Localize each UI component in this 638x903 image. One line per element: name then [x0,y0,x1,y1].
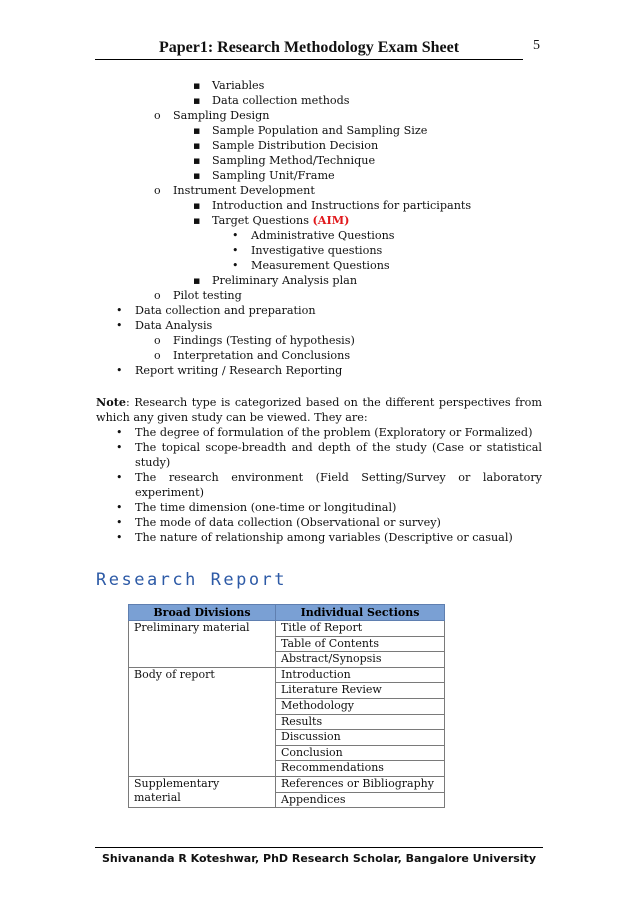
list-item: Sampling Unit/Frame [212,169,335,182]
list-item: Sampling Design [173,109,270,122]
list-item: Sampling Method/Technique [212,154,376,167]
section-cell: Literature Review [276,683,445,699]
section-cell: Abstract/Synopsis [276,652,445,668]
circle-bullet-icon: o [154,289,161,302]
section-cell: Appendices [276,792,445,808]
list-item: Administrative Questions [251,229,395,242]
section-cell: Table of Contents [276,636,445,652]
list-item: The nature of relationship among variables (Descriptive or casual) [135,531,513,544]
list-item: Interpretation and Conclusions [173,349,351,362]
list-item: Data collection methods [212,94,350,107]
list-item: Findings (Testing of hypothesis) [173,334,355,347]
square-bullet-icon: ▪ [193,139,201,152]
section-cell: Introduction [276,667,445,683]
column-header-sections: Individual Sections [276,605,445,621]
circle-bullet-icon: o [154,109,161,122]
dot-bullet-icon: • [232,244,239,257]
column-header-divisions: Broad Divisions [129,605,276,621]
circle-bullet-icon: o [154,334,161,347]
division-cell [129,776,276,807]
circle-bullet-icon: o [154,184,161,197]
aim-tag: (AIM) [312,213,350,227]
list-item: The degree of formulation of the problem (Exploratory or Formalized) [135,426,533,439]
square-bullet-icon: ▪ [193,154,201,167]
page-footer: Shivananda R Koteshwar, PhD Research Scholar, Bangalore University [102,852,536,865]
list-item: The time dimension (one-time or longitudinal) [135,501,397,514]
list-item: Sample Population and Sampling Size [212,124,428,137]
footer-rule [95,847,543,848]
square-bullet-icon: ▪ [193,274,201,287]
list-item: Data Analysis [135,319,213,332]
note-text: : Research type is categorized based on the different perspectives from [125,396,542,409]
note-label: Note [96,395,126,409]
list-item: Pilot testing [173,289,242,302]
section-cell: Methodology [276,698,445,714]
note-paragraph-line: which any given study can be viewed. They are: [96,411,368,424]
square-bullet-icon: ▪ [193,124,201,137]
dot-bullet-icon: • [116,319,123,332]
dot-bullet-icon: • [116,304,123,317]
list-item: Sample Distribution Decision [212,139,379,152]
section-cell: Recommendations [276,761,445,777]
list-item [212,213,349,228]
square-bullet-icon: ▪ [193,199,201,212]
section-cell: References or Bibliography [276,776,445,792]
list-item: The topical scope-breadth and depth of the study (Case or statistical [135,441,542,454]
circle-bullet-icon: o [154,349,161,362]
header-title: Paper1: Research Methodology Exam Sheet [158,39,460,56]
list-item: Data collection and preparation [135,304,316,317]
list-item: Measurement Questions [251,259,390,272]
dot-bullet-icon: • [116,531,123,544]
division-cell: Body of report [129,667,276,776]
dot-bullet-icon: • [232,259,239,272]
page-header [95,37,523,60]
table-header-row [129,605,445,621]
list-item: Report writing / Research Reporting [135,364,343,377]
dot-bullet-icon: • [116,501,123,514]
list-item: Instrument Development [173,184,315,197]
section-cell: Conclusion [276,745,445,761]
note-paragraph-line [96,395,542,410]
division-line: Supplementary [134,776,220,790]
list-item: Preliminary Analysis plan [212,274,358,287]
section-cell: Title of Report [276,621,445,637]
division-cell: Preliminary material [129,621,276,668]
table-row [129,776,445,792]
square-bullet-icon: ▪ [193,214,201,227]
list-item: Variables [212,79,265,92]
research-report-table [128,604,445,808]
division-line: material [134,790,181,804]
target-questions-label: Target Questions [212,214,309,227]
dot-bullet-icon: • [116,471,123,484]
dot-bullet-icon: • [232,229,239,242]
list-item-continuation: study) [135,456,171,469]
dot-bullet-icon: • [116,364,123,377]
list-item: Investigative questions [251,244,383,257]
list-item: Introduction and Instructions for participants [212,199,472,212]
section-title: Research Report [96,570,288,590]
square-bullet-icon: ▪ [193,79,201,92]
table-row [129,667,445,683]
list-item-continuation: experiment) [135,486,204,499]
table-row [129,621,445,637]
square-bullet-icon: ▪ [193,169,201,182]
dot-bullet-icon: • [116,516,123,529]
dot-bullet-icon: • [116,441,123,454]
list-item: The mode of data collection (Observational or survey) [135,516,441,529]
page-number: 5 [533,38,540,53]
section-cell: Results [276,714,445,730]
dot-bullet-icon: • [116,426,123,439]
square-bullet-icon: ▪ [193,94,201,107]
list-item: The research environment (Field Setting/Survey or laboratory [135,471,542,484]
section-cell: Discussion [276,730,445,746]
